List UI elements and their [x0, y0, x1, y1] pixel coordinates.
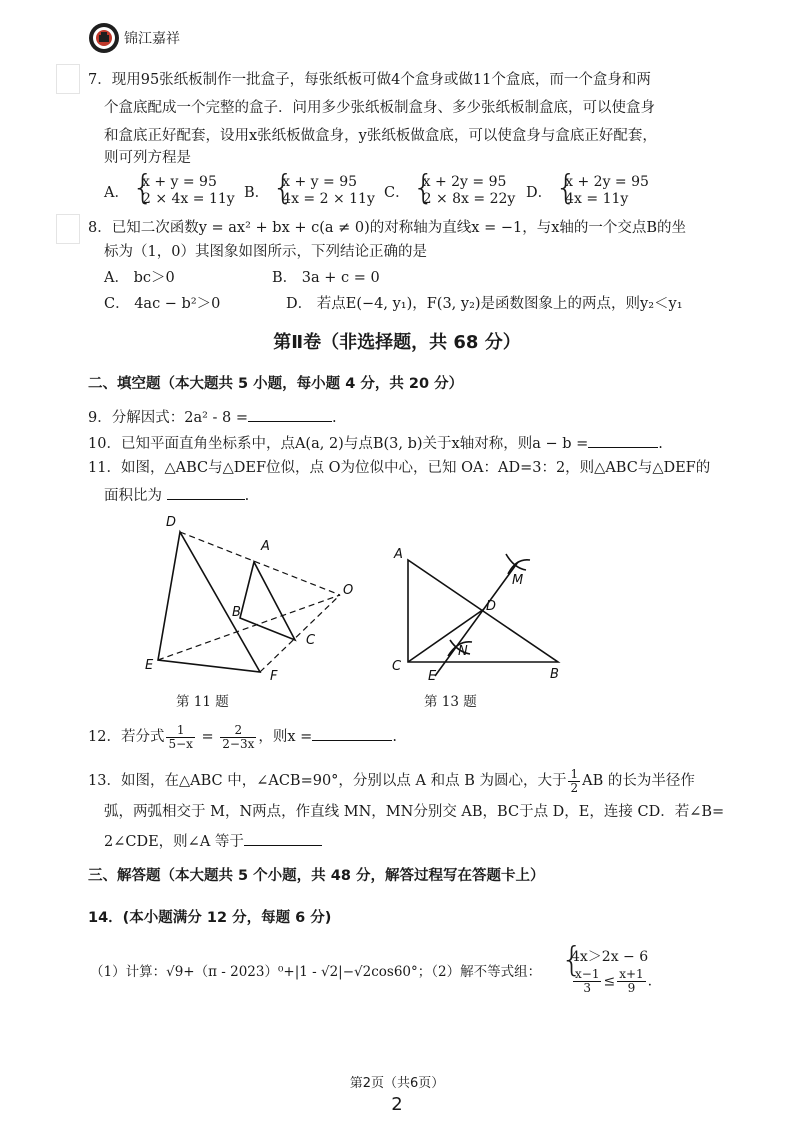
answer-blank	[248, 406, 332, 422]
equation-system	[273, 174, 375, 208]
inequality-2	[571, 968, 652, 995]
inequality-1: { 4x＞2x − 6	[571, 949, 649, 965]
fraction-1	[166, 724, 194, 751]
answer-blank	[244, 830, 322, 846]
inequality-brace	[562, 946, 652, 995]
school-emblem-icon	[88, 22, 120, 54]
numerator: 2	[220, 724, 256, 738]
q13-line1	[88, 766, 695, 796]
q12-equals: =	[201, 729, 214, 745]
q7-option-d	[526, 174, 649, 208]
label-d: D	[166, 515, 177, 530]
numerator: 1	[166, 724, 194, 738]
q13-line1-b: AB 的长为半径作	[582, 773, 695, 789]
q11-line2	[104, 484, 249, 506]
q11-end: .	[244, 488, 250, 504]
figure-13	[388, 540, 578, 685]
arc-m-1	[506, 554, 526, 570]
answer-blank	[167, 484, 245, 500]
q8-line2: 标为（1，0）其图象如图所示，下列结论正确的是	[104, 244, 427, 260]
q10-text: 10．已知平面直角坐标系中，点A(a, 2)与点B(3, b)关于x轴对称，则a − b =	[88, 436, 589, 452]
label-m: M	[512, 573, 524, 588]
label-b: B	[232, 605, 241, 620]
q13-line2: 弧，两弧相交于 M，N两点，作直线 MN，MN分别交 AB，BC于点 D，E，连接 CD．若∠B=	[104, 804, 725, 820]
figure-13-caption: 第 13 题	[424, 694, 477, 710]
fraction-left	[573, 968, 601, 995]
option-label: A．	[104, 184, 129, 201]
numerator: 1	[570, 766, 579, 781]
answer-blank	[588, 432, 658, 448]
q8-option-d: D． 若点E(−4, y₁)，F(3, y₂)是函数图象上的两点，则y₂＜y₁	[286, 296, 683, 312]
q9	[88, 406, 337, 428]
line-mn	[435, 562, 518, 676]
equation-system	[556, 174, 649, 208]
q9-text: 9．分解因式：2a² - 8 =	[88, 410, 249, 426]
equation: { x + y = 95	[141, 174, 217, 190]
label-d: D	[486, 599, 497, 614]
denominator: 5−x	[168, 736, 193, 751]
label-a: A	[394, 547, 403, 562]
q13-line1-a: 13．如图，在△ABC 中，∠ACB=90°，分别以点 A 和点 B 为圆心，大于	[88, 773, 567, 789]
equation: { x + 2y = 95	[565, 174, 649, 190]
q10-end: .	[658, 436, 663, 452]
end-mark: .	[647, 973, 653, 990]
denominator: 2−3x	[222, 736, 255, 751]
label-o: O	[343, 583, 354, 598]
dashed-line-of	[260, 595, 340, 672]
page-info: 第2页（共6页）	[349, 1076, 445, 1091]
part2-heading: 二、填空题（本大题共 5 小题，每小题 4 分，共 20 分）	[88, 376, 464, 392]
brand-name: 锦江嘉祥	[124, 31, 180, 47]
numerator: x−1	[575, 967, 600, 981]
page-number: 2	[391, 1094, 403, 1115]
q7-line4: 则可列方程是	[104, 150, 191, 166]
q8-option-c: C． 4ac − b²＞0	[104, 296, 221, 312]
label-a: A	[261, 539, 270, 554]
relation: ≤	[603, 973, 616, 990]
option-label: C．	[384, 184, 410, 201]
fraction-2	[220, 724, 256, 751]
figure-11-caption: 第 11 题	[176, 694, 229, 710]
q7-line2: 个盒底配成一个完整的盒子．问用多少张纸板制盒身、多少张纸板制盒底，可以使盒身	[104, 100, 655, 116]
q13-line3-text: 2∠CDE，则∠A 等于	[104, 834, 244, 850]
q11-line2-text: 面积比为	[104, 488, 162, 504]
label-e: E	[145, 658, 154, 673]
q14-part1: （1）计算：√9+（π - 2023）⁰+|1 - √2|−√2cos60°；（2）解不等式组：	[90, 964, 542, 980]
equation: 2 × 8x = 22y	[422, 191, 516, 207]
denominator: 9	[627, 981, 636, 995]
q7-line1: 7．现用95张纸板制作一批盒子，每张纸板可做4个盒身或做11个盒底，而一个盒身和两	[88, 72, 651, 88]
q14-heading: 14．(本小题满分 12 分，每题 6 分)	[88, 910, 332, 926]
equation: { x + 2y = 95	[422, 174, 507, 190]
part3-heading: 三、解答题（本大题共 5 个小题，共 48 分，解答过程写在答题卡上）	[88, 868, 545, 884]
q12-suffix: ，则x =	[258, 729, 313, 745]
q11-line1: 11．如图，△ABC与△DEF位似，点 O为位似中心，已知 OA：AD=3：2，则△ABC与△DEF的	[88, 460, 711, 476]
equation-system	[414, 174, 516, 208]
q7-option-b	[244, 174, 375, 208]
figure-11	[135, 510, 365, 685]
q9-end: .	[332, 410, 337, 426]
denominator: 3	[583, 981, 592, 995]
dashed-line-oe	[158, 595, 340, 660]
fraction-right	[617, 968, 645, 995]
q12	[88, 722, 397, 752]
q8-option-b: B． 3a + c = 0	[272, 270, 380, 286]
numerator: x+1	[619, 967, 644, 981]
q8-option-a: A． bc＞0	[104, 270, 175, 286]
q13-line3	[104, 830, 322, 852]
label-n: N	[458, 644, 468, 659]
q7-option-a	[104, 174, 235, 208]
inequality-system	[562, 946, 652, 995]
label-c: C	[392, 659, 402, 674]
denominator: 2	[570, 780, 579, 795]
q7-line3: 和盒底正好配套，设用x张纸板做盒身，y张纸板做盒底，可以使盒身与盒底正好配套，	[104, 128, 657, 144]
section-title: 第Ⅱ卷（非选择题，共 68 分）	[273, 332, 521, 353]
option-label: B．	[244, 184, 270, 201]
equation-system	[133, 174, 235, 208]
label-c: C	[306, 633, 316, 648]
q8-line1: 8．已知二次函数y = ax² + bx + c(a ≠ 0)的对称轴为直线x = −1，与x轴的一个交点B的坐	[88, 220, 687, 236]
margin-mark	[56, 64, 80, 94]
label-f: F	[270, 669, 278, 684]
option-label: D．	[526, 184, 553, 201]
segment-cd	[408, 609, 484, 662]
label-b: B	[550, 667, 559, 682]
dashed-line-od	[180, 532, 340, 595]
margin-mark	[56, 214, 80, 244]
q12-prefix: 12．若分式	[88, 729, 165, 745]
q7-option-c	[384, 174, 515, 208]
fraction-half	[568, 768, 580, 795]
q12-end: .	[392, 729, 397, 745]
equation: 2 × 4x = 11y	[141, 191, 235, 207]
answer-blank	[312, 725, 392, 741]
equation: 4x = 2 × 11y	[282, 191, 375, 207]
label-e: E	[428, 669, 437, 684]
equation: { x + y = 95	[282, 174, 358, 190]
q10	[88, 432, 663, 454]
equation: 4x = 11y	[565, 191, 629, 207]
